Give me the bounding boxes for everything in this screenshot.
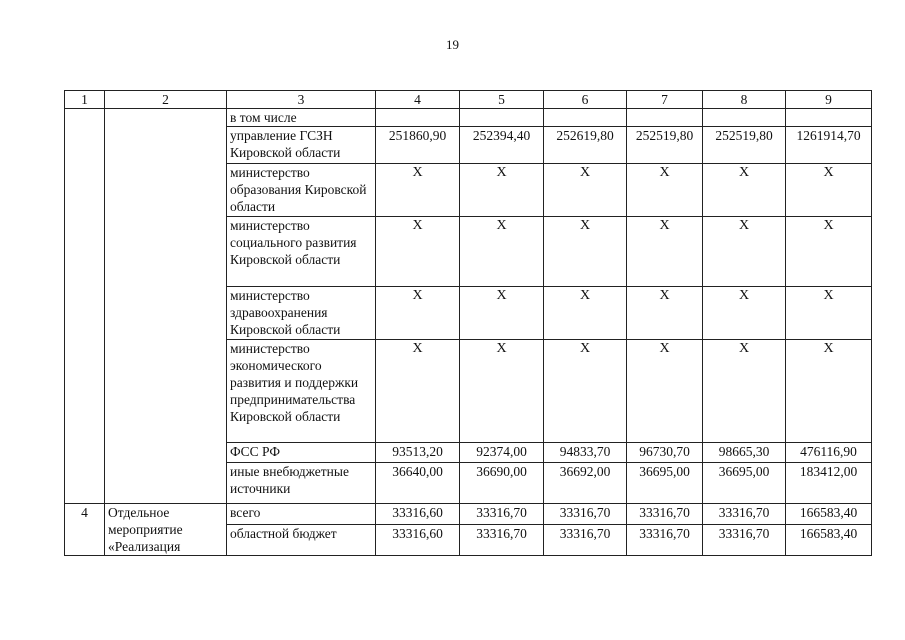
value-cell: 251860,90 xyxy=(376,127,460,164)
x-mark: X xyxy=(376,340,460,443)
section-number: 4 xyxy=(65,504,105,556)
x-mark: X xyxy=(544,340,627,443)
value-cell xyxy=(460,109,544,127)
value-cell xyxy=(544,109,627,127)
value-cell: 36695,00 xyxy=(703,463,786,504)
row-name: министерство экономического развития и поддержки предпринимательства Кировской области xyxy=(227,340,376,443)
value-cell: 33316,70 xyxy=(703,504,786,525)
x-mark: X xyxy=(703,164,786,217)
x-mark: X xyxy=(460,287,544,340)
x-mark: X xyxy=(786,287,872,340)
header-cell: 6 xyxy=(544,91,627,109)
header-cell: 7 xyxy=(627,91,703,109)
x-mark: X xyxy=(376,164,460,217)
x-mark: X xyxy=(544,287,627,340)
value-cell xyxy=(376,109,460,127)
value-cell: 252519,80 xyxy=(627,127,703,164)
x-mark: X xyxy=(703,287,786,340)
value-cell: 183412,00 xyxy=(786,463,872,504)
value-cell: 33316,70 xyxy=(460,525,544,556)
table-row xyxy=(65,504,872,525)
value-cell xyxy=(786,109,872,127)
section-title: Отдельное мероприятие «Реализация xyxy=(105,504,227,556)
x-mark: X xyxy=(786,340,872,443)
value-cell: 33316,70 xyxy=(460,504,544,525)
value-cell: 33316,70 xyxy=(703,525,786,556)
value-cell: 36695,00 xyxy=(627,463,703,504)
header-cell: 8 xyxy=(703,91,786,109)
value-cell: 36692,00 xyxy=(544,463,627,504)
table-row xyxy=(65,109,872,127)
x-mark: X xyxy=(627,217,703,287)
value-cell: 92374,00 xyxy=(460,443,544,463)
value-cell: 94833,70 xyxy=(544,443,627,463)
row-name: ФСС РФ xyxy=(227,443,376,463)
x-mark: X xyxy=(703,217,786,287)
x-mark: X xyxy=(376,287,460,340)
value-cell: 33316,70 xyxy=(627,504,703,525)
x-mark: X xyxy=(786,164,872,217)
value-cell: 33316,70 xyxy=(627,525,703,556)
value-cell: 93513,20 xyxy=(376,443,460,463)
value-cell: 166583,40 xyxy=(786,525,872,556)
x-mark: X xyxy=(544,217,627,287)
header-cell: 3 xyxy=(227,91,376,109)
page-number: 19 xyxy=(446,37,459,52)
row-name: министерство социального развития Кировской области xyxy=(227,217,376,287)
value-cell xyxy=(703,109,786,127)
budget-table xyxy=(64,90,872,556)
value-cell: 33316,70 xyxy=(544,504,627,525)
row-name: в том числе xyxy=(227,109,376,127)
value-cell: 36640,00 xyxy=(376,463,460,504)
value-cell: 252519,80 xyxy=(703,127,786,164)
row-name: управление ГСЗН Кировской области xyxy=(227,127,376,164)
x-mark: X xyxy=(627,340,703,443)
x-mark: X xyxy=(627,287,703,340)
empty-cell xyxy=(65,109,105,504)
x-mark: X xyxy=(460,217,544,287)
header-cell: 4 xyxy=(376,91,460,109)
x-mark: X xyxy=(460,340,544,443)
row-name: иные внебюджетные источники xyxy=(227,463,376,504)
value-cell: 96730,70 xyxy=(627,443,703,463)
value-cell: 33316,60 xyxy=(376,504,460,525)
header-row xyxy=(65,91,872,109)
x-mark: X xyxy=(544,164,627,217)
x-mark: X xyxy=(627,164,703,217)
row-name: министерство здравоохранения Кировской области xyxy=(227,287,376,340)
row-name: министерство образования Кировской области xyxy=(227,164,376,217)
value-cell: 252394,40 xyxy=(460,127,544,164)
row-name: всего xyxy=(227,504,376,525)
value-cell xyxy=(627,109,703,127)
header-cell: 9 xyxy=(786,91,872,109)
header-cell: 1 xyxy=(65,91,105,109)
header-cell: 5 xyxy=(460,91,544,109)
empty-cell xyxy=(105,109,227,504)
value-cell: 166583,40 xyxy=(786,504,872,525)
header-cell: 2 xyxy=(105,91,227,109)
x-mark: X xyxy=(786,217,872,287)
value-cell: 1261914,70 xyxy=(786,127,872,164)
value-cell: 36690,00 xyxy=(460,463,544,504)
row-name: областной бюджет xyxy=(227,525,376,556)
value-cell: 33316,70 xyxy=(544,525,627,556)
value-cell: 476116,90 xyxy=(786,443,872,463)
x-mark: X xyxy=(703,340,786,443)
value-cell: 252619,80 xyxy=(544,127,627,164)
value-cell: 33316,60 xyxy=(376,525,460,556)
x-mark: X xyxy=(376,217,460,287)
value-cell: 98665,30 xyxy=(703,443,786,463)
x-mark: X xyxy=(460,164,544,217)
